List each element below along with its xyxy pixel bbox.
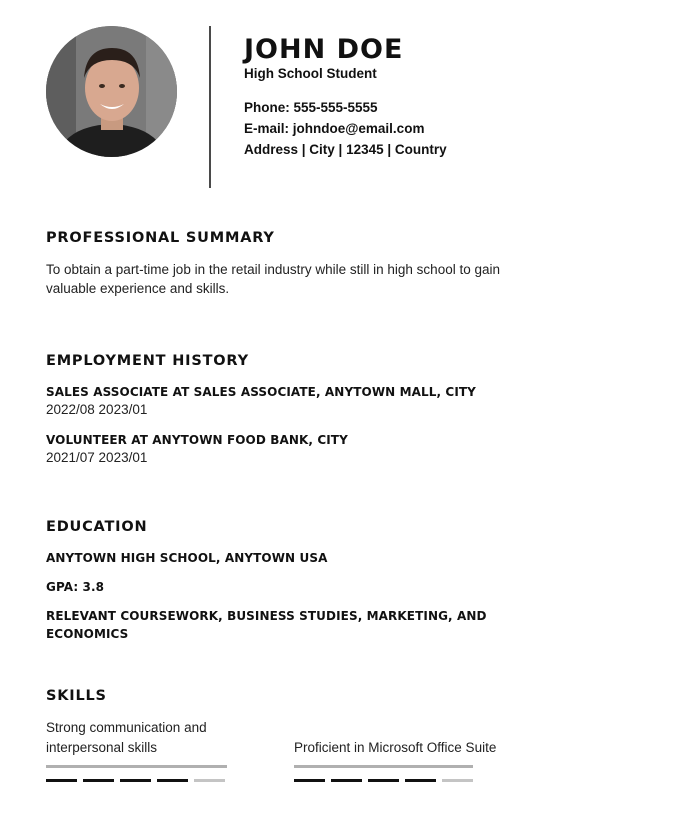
skills-heading: SKILLS [46, 688, 107, 704]
job-dates: 2021/07 2023/01 [46, 450, 148, 465]
education-coursework-line-1: RELEVANT COURSEWORK, BUSINESS STUDIES, MARKETING, AND [46, 609, 487, 623]
job-dates: 2022/08 2023/01 [46, 402, 148, 417]
job-title: SALES ASSOCIATE AT SALES ASSOCIATE, ANYTOWN MALL, CITY [46, 385, 476, 399]
skill-underline [46, 765, 227, 768]
skill-rating [294, 779, 473, 782]
skill-rating [46, 779, 225, 782]
skill-label-line-1: Proficient in Microsoft Office Suite [294, 740, 497, 755]
skill-label-line-2: interpersonal skills [46, 740, 158, 755]
education-school: ANYTOWN HIGH SCHOOL, ANYTOWN USA [46, 551, 328, 565]
profile-photo [46, 26, 177, 157]
candidate-name: JOHN DOE [244, 34, 404, 65]
education-gpa: GPA: 3.8 [46, 580, 105, 594]
skill-level-segment [331, 779, 362, 782]
skill-label-line-1: Strong communication and [46, 720, 207, 735]
contact-email: E-mail: johndoe@email.com [244, 121, 425, 136]
skill-level-segment [368, 779, 399, 782]
skill-underline [294, 765, 473, 768]
skill-level-segment [405, 779, 436, 782]
skill-level-segment [83, 779, 114, 782]
skill-level-segment [194, 779, 225, 782]
summary-line-1: To obtain a part-time job in the retail industry while still in high school to gain [46, 262, 500, 277]
candidate-role: High School Student [244, 66, 377, 81]
education-coursework-line-2: ECONOMICS [46, 627, 129, 641]
job-title: VOLUNTEER AT ANYTOWN FOOD BANK, CITY [46, 433, 348, 447]
skill-level-segment [294, 779, 325, 782]
header-divider [209, 26, 211, 188]
skill-level-segment [46, 779, 77, 782]
summary-heading: PROFESSIONAL SUMMARY [46, 230, 275, 246]
education-heading: EDUCATION [46, 519, 148, 535]
skill-level-segment [442, 779, 473, 782]
skill-level-segment [120, 779, 151, 782]
contact-phone: Phone: 555-555-5555 [244, 100, 378, 115]
contact-address: Address | City | 12345 | Country [244, 142, 447, 157]
skill-level-segment [157, 779, 188, 782]
summary-line-2: valuable experience and skills. [46, 281, 230, 296]
resume-header [0, 0, 676, 200]
employment-heading: EMPLOYMENT HISTORY [46, 353, 249, 369]
